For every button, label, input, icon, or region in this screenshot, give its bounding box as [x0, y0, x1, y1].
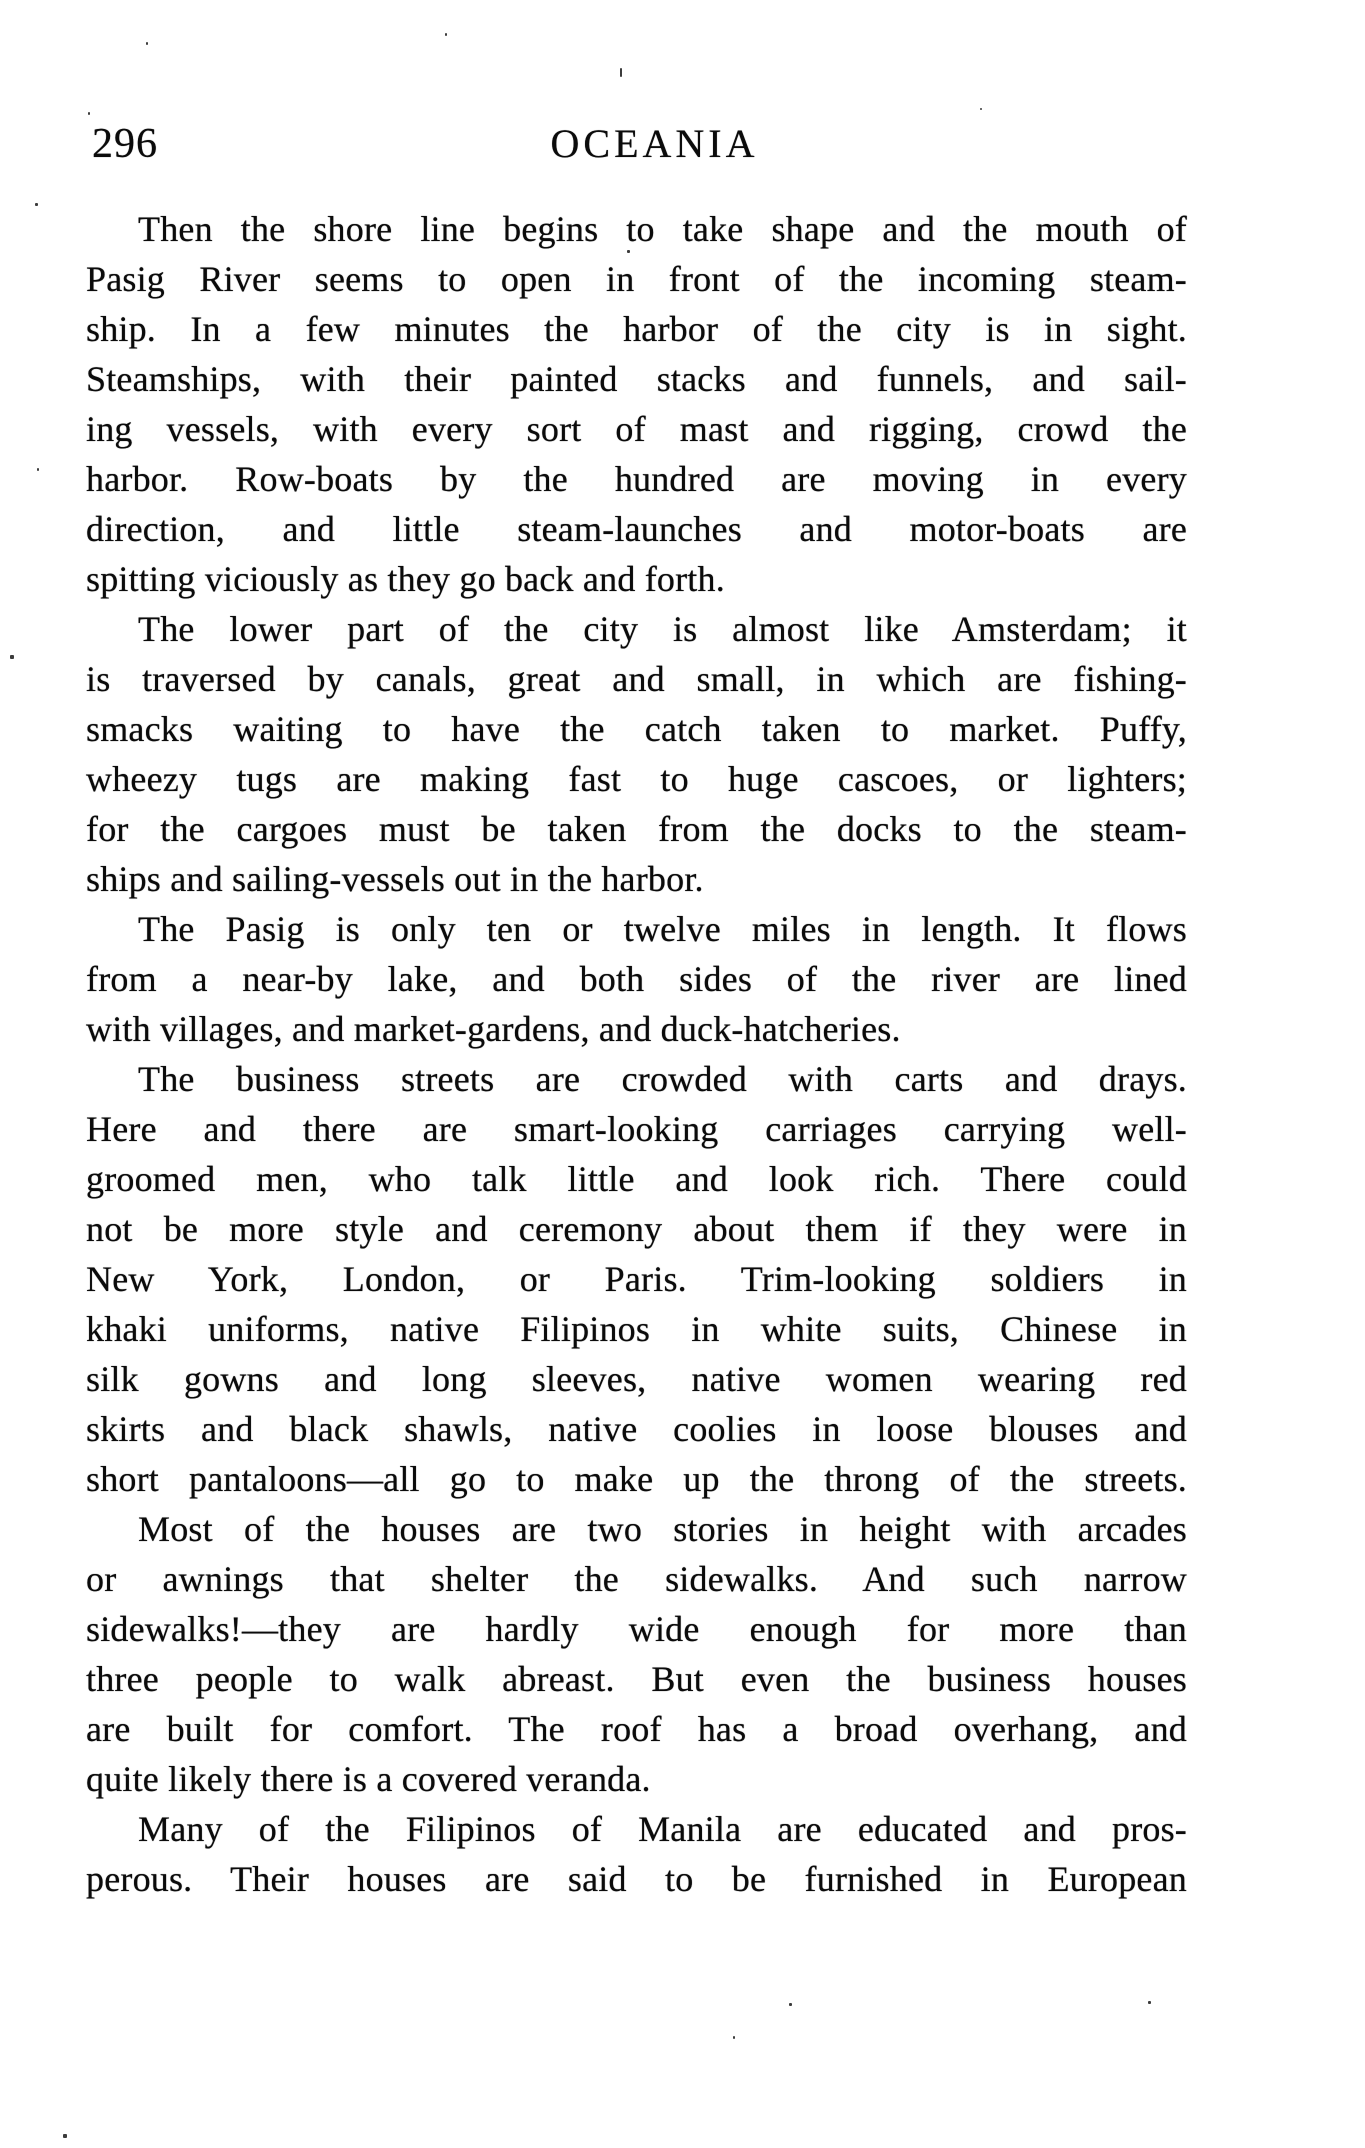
text-line: Then the shore line begins to take shape and the mouth of [138, 209, 1187, 249]
scan-speck [1148, 2001, 1151, 2004]
text-line: from a near-by lake, and both sides of the river are lined [86, 959, 1187, 999]
text-line: with villages, and market-gardens, and duck-hatcheries. [86, 1009, 901, 1049]
text-line: for the cargoes must be taken from the docks to the steam- [86, 809, 1187, 849]
text-line: khaki uniforms, native Filipinos in white suits, Chinese in [86, 1309, 1187, 1349]
text-line: Steamships, with their painted stacks and funnels, and sail- [86, 359, 1187, 399]
running-title: OCEANIA [550, 121, 759, 166]
text-line: harbor. Row-boats by the hundred are moving in every [86, 459, 1187, 499]
text-line: ship. In a few minutes the harbor of the city is in sight. [86, 309, 1187, 349]
text-line: New York, London, or Paris. Trim-looking soldiers in [86, 1259, 1187, 1299]
scan-speck [627, 250, 630, 253]
text-line: short pantaloons—all go to make up the throng of the streets. [86, 1459, 1187, 1499]
text-line: skirts and black shawls, native coolies in loose blouses and [86, 1409, 1187, 1449]
text-line: Pasig River seems to open in front of the incoming steam- [86, 259, 1187, 299]
text-line: The lower part of the city is almost like Amsterdam; it [138, 609, 1187, 649]
page-header [86, 122, 1187, 170]
text-line: The business streets are crowded with carts and drays. [138, 1059, 1187, 1099]
text-line: groomed men, who talk little and look rich. There could [86, 1159, 1187, 1199]
scan-speck [146, 42, 148, 45]
text-line: or awnings that shelter the sidewalks. And such narrow [86, 1559, 1187, 1599]
text-line: wheezy tugs are making fast to huge cascoes, or lighters; [86, 759, 1187, 799]
paragraph [86, 904, 1187, 1054]
scan-speck [35, 203, 38, 206]
scan-speck [733, 2036, 735, 2039]
paragraph [86, 1054, 1187, 1504]
paragraph [86, 204, 1187, 604]
text-line: is traversed by canals, great and small, in which are fishing- [86, 659, 1187, 699]
paragraph [86, 1504, 1187, 1804]
text-body [86, 204, 1187, 1904]
scan-speck [445, 33, 447, 36]
text-line: ing vessels, with every sort of mast and rigging, crowd the [86, 409, 1187, 449]
scan-speck [789, 2003, 792, 2006]
text-line: Most of the houses are two stories in height with arcades [138, 1509, 1187, 1549]
text-line: are built for comfort. The roof has a broad overhang, and [86, 1709, 1187, 1749]
text-line: Here and there are smart-looking carriages carrying well- [86, 1109, 1187, 1149]
scan-speck [37, 468, 39, 471]
text-line: silk gowns and long sleeves, native women wearing red [86, 1359, 1187, 1399]
text-line: The Pasig is only ten or twelve miles in length. It flows [138, 909, 1187, 949]
text-line: three people to walk abreast. But even the business houses [86, 1659, 1187, 1699]
scan-speck [63, 2134, 67, 2138]
scan-speck [88, 112, 90, 115]
page-number: 296 [92, 121, 158, 167]
text-line: direction, and little steam-launches and motor-boats are [86, 509, 1187, 549]
text-line: spitting viciously as they go back and forth. [86, 559, 725, 599]
text-line: perous. Their houses are said to be furnished in European [86, 1859, 1187, 1899]
scan-speck [620, 68, 622, 77]
text-line: ships and sailing-vessels out in the harbor. [86, 859, 704, 899]
text-line: smacks waiting to have the catch taken to market. Puffy, [86, 709, 1187, 749]
text-line: Many of the Filipinos of Manila are educated and pros- [138, 1809, 1187, 1849]
paragraph [86, 1804, 1187, 1904]
scan-speck [980, 108, 982, 110]
scan-speck [10, 655, 14, 659]
text-line: not be more style and ceremony about them if they were in [86, 1209, 1187, 1249]
text-line: quite likely there is a covered veranda. [86, 1759, 651, 1799]
paragraph [86, 604, 1187, 904]
text-line: sidewalks!—they are hardly wide enough for more than [86, 1609, 1187, 1649]
